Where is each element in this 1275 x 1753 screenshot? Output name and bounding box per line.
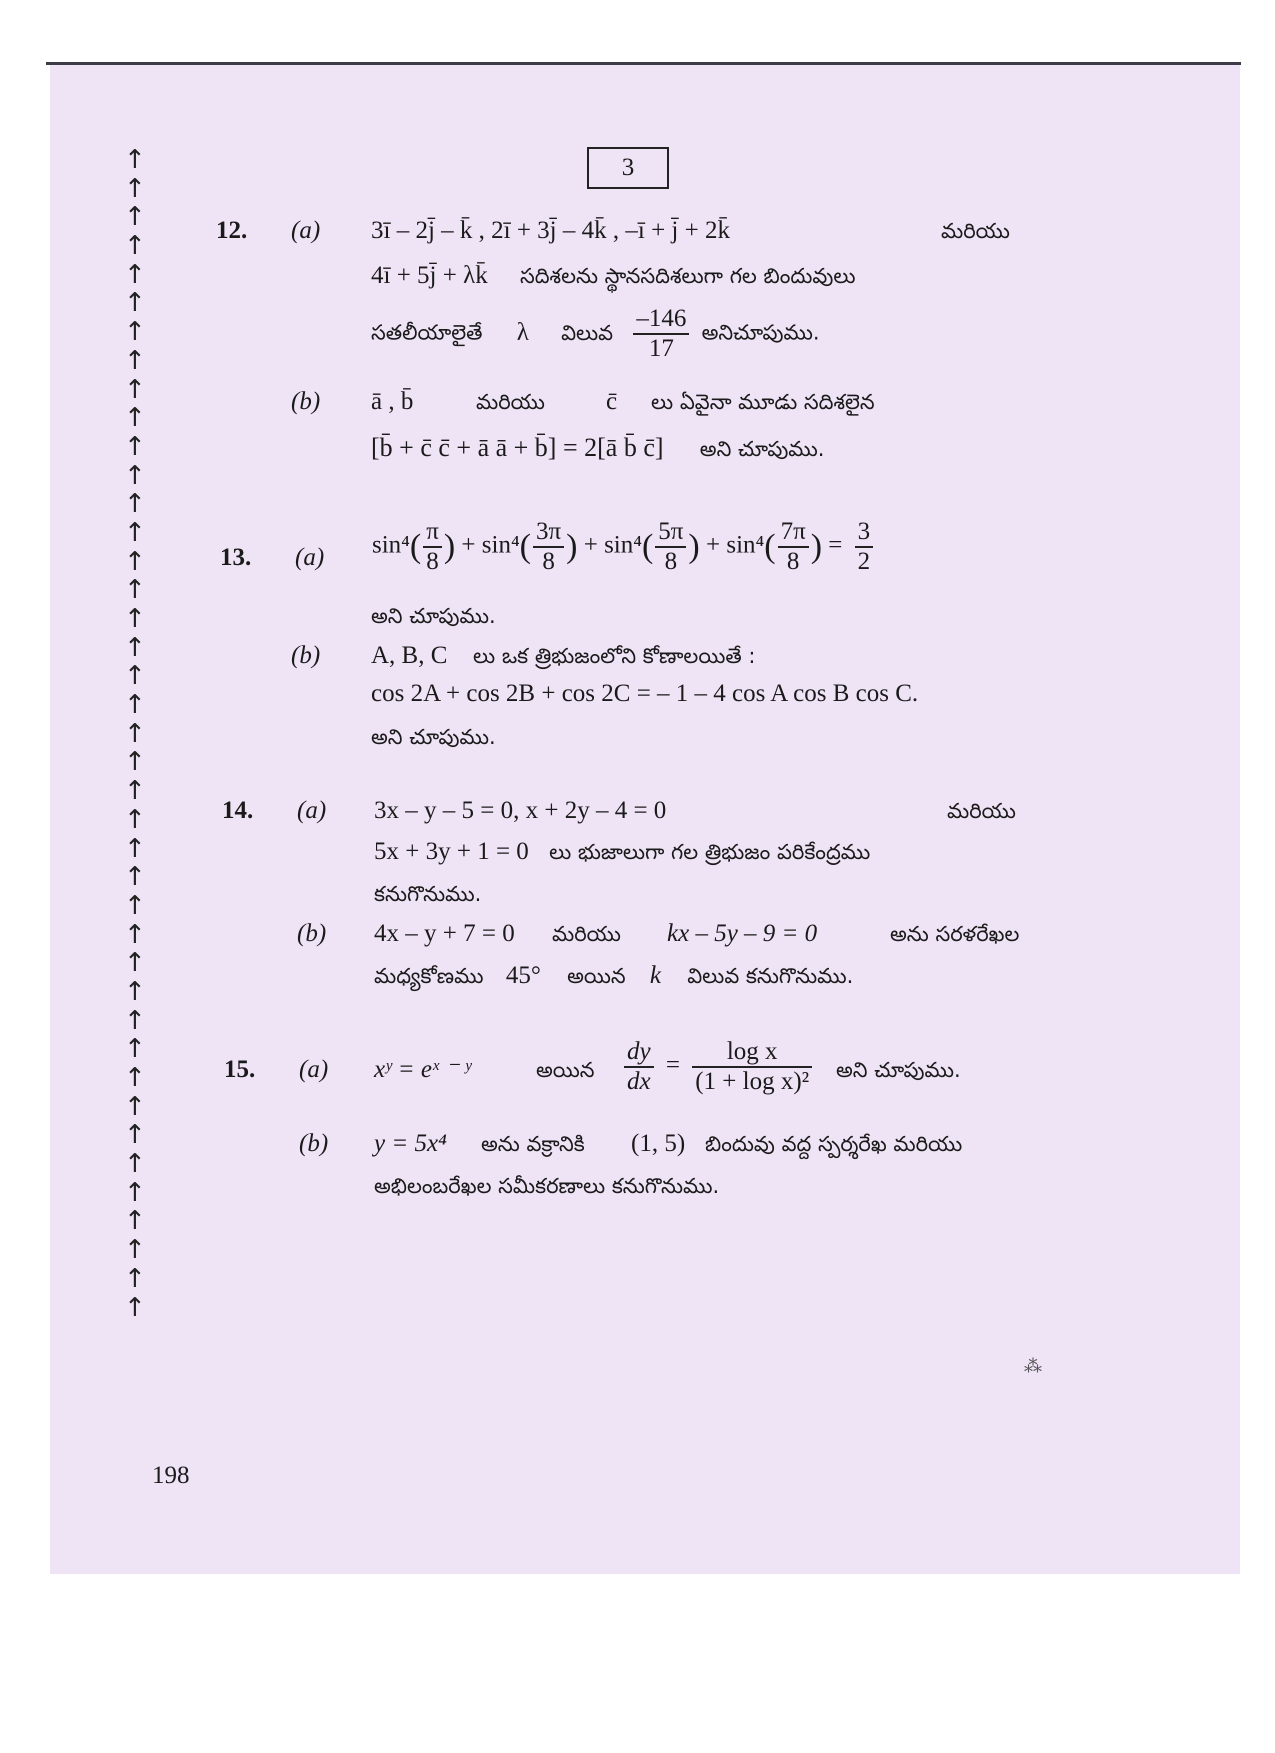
fraction <box>778 518 809 576</box>
numerator: 3π <box>533 518 564 548</box>
margin-arrow: ↑ <box>124 661 146 692</box>
denominator: 17 <box>648 335 674 362</box>
margin-arrow: ↑ <box>124 862 146 893</box>
telugu-text: బిందువు వద్ద స్పర్శరేఖ మరియు <box>705 1132 963 1156</box>
telugu-text: మధ్యకోణము <box>374 964 484 988</box>
part-label: (b) <box>291 642 321 669</box>
q12-b-line1 <box>291 388 875 416</box>
denominator: (1 + log x)² <box>695 1068 810 1095</box>
margin-arrow: ↑ <box>124 1005 146 1036</box>
q15-b-line2 <box>374 1172 719 1204</box>
question-number: 12. <box>216 217 248 244</box>
part-label: (a) <box>297 797 327 824</box>
telugu-text: లు ఒక త్రిభుజంలోని కోణాలయితే : <box>473 644 756 668</box>
q12-b-line2 <box>371 433 824 467</box>
question-number: 14. <box>222 797 254 824</box>
q14-b-line1 <box>297 920 1020 948</box>
fraction <box>624 1038 654 1096</box>
denominator: 8 <box>664 548 678 575</box>
telugu-text: అను వక్రానికి <box>481 1132 585 1156</box>
denominator: 8 <box>786 548 800 575</box>
determinant-equation: [b̄ + c̄ c̄ + ā ā + b̄] = 2[ā b̄ c̄] <box>371 433 664 462</box>
margin-arrows <box>124 146 154 1322</box>
denominator: 8 <box>426 548 439 575</box>
q14-line1 <box>222 797 1016 825</box>
q14-line3 <box>374 880 481 912</box>
q15-b-line1 <box>299 1130 963 1158</box>
denominator: 2 <box>857 548 871 575</box>
margin-arrow: ↑ <box>124 948 146 979</box>
q13-line2 <box>371 602 496 634</box>
telugu-text: మరియు <box>552 922 621 946</box>
trig-equation: sin⁴( $\frac{\pi}{8}$ ) + sin⁴( $\frac{3\pi}{8}$ ) + sin⁴( $\frac{5\pi}{8}$ ) + sin⁴( $\frac{7\pi}{8}$ ) = $\frac{3}{2}$ <box>372 518 879 576</box>
math-expression: 3x – y – 5 = 0, x + 2y – 4 = 0 <box>374 797 667 824</box>
part-label: (b) <box>291 388 321 415</box>
top-rule <box>46 62 1241 65</box>
q14-b-line2 <box>374 962 853 994</box>
question-number: 13. <box>220 544 252 571</box>
telugu-text: మరియు <box>947 799 1016 823</box>
margin-arrow: ↑ <box>124 317 146 348</box>
telugu-text: మరియు <box>476 390 545 414</box>
sin-term: sin⁴ <box>481 531 520 559</box>
math-expression: 5x + 3y + 1 = 0 <box>374 838 529 865</box>
denominator: 8 <box>542 548 555 575</box>
q14-line2 <box>374 838 870 870</box>
fraction <box>533 518 564 576</box>
margin-arrow: ↑ <box>124 431 146 462</box>
margin-arrow: ↑ <box>124 460 146 491</box>
telugu-text: అని చూపుము. <box>836 1058 961 1082</box>
math-expression: 4ī + 5j̄ + λk̄ <box>371 262 488 289</box>
telugu-text: అయిన <box>536 1058 595 1082</box>
telugu-text: విలువ కనుగొనుము. <box>687 964 854 988</box>
margin-arrow: ↑ <box>124 374 146 405</box>
math-expression: 4x – y + 7 = 0 <box>374 920 515 947</box>
margin-arrow: ↑ <box>124 1149 146 1180</box>
q13-b-line3 <box>371 723 496 755</box>
margin-arrow: ↑ <box>124 288 146 319</box>
margin-arrow: ↑ <box>124 1206 146 1237</box>
math-expression: c̄ <box>606 388 618 415</box>
numerator: π <box>423 518 442 548</box>
fraction <box>423 518 442 576</box>
telugu-text: అని చూపుము. <box>699 437 825 461</box>
angle-value: 45° <box>505 962 541 989</box>
q12-line1 <box>216 217 1010 245</box>
margin-arrow: ↑ <box>124 1263 146 1294</box>
telugu-text: విలువ <box>561 320 614 345</box>
telugu-text: అని చూపుము. <box>371 725 496 749</box>
telugu-text: అని చూపుము. <box>371 604 496 628</box>
margin-arrow: ↑ <box>124 403 146 434</box>
math-expression: kx – 5y – 9 = 0 <box>667 920 818 947</box>
q15-line1 <box>224 1038 961 1095</box>
margin-arrow: ↑ <box>124 259 146 290</box>
question-number: 15. <box>224 1056 256 1083</box>
numerator: 5π <box>655 518 686 548</box>
sin-term: sin⁴ <box>726 531 765 559</box>
margin-arrow: ↑ <box>124 517 146 548</box>
fraction <box>692 1038 812 1096</box>
margin-arrow: ↑ <box>124 345 146 376</box>
sin-term: sin⁴ <box>372 531 410 559</box>
math-expression: A, B, C <box>371 642 448 669</box>
margin-arrow: ↑ <box>124 173 146 204</box>
numerator: 3 <box>855 518 874 548</box>
telugu-text: లు భుజాలుగా గల త్రిభుజం పరికేంద్రము <box>549 840 871 864</box>
fraction <box>633 305 689 363</box>
math-expression: ā , b̄ <box>371 388 414 415</box>
telugu-text: అను సరళరేఖల <box>890 922 1020 946</box>
telugu-text: సతలీయాలైతే <box>371 320 483 345</box>
margin-arrow: ↑ <box>124 833 146 864</box>
part-label: (b) <box>299 1130 329 1157</box>
numerator: log x <box>692 1038 812 1068</box>
telugu-text: అయిన <box>567 964 626 988</box>
telugu-text: మరియు <box>941 219 1010 243</box>
margin-arrow: ↑ <box>124 776 146 807</box>
telugu-text: సదిశలను స్థానసదిశలుగా గల బిందువులు <box>519 264 856 288</box>
margin-arrow: ↑ <box>124 546 146 577</box>
margin-arrow: ↑ <box>124 632 146 663</box>
lambda-symbol: λ <box>516 318 529 346</box>
margin-arrow: ↑ <box>124 145 146 175</box>
fraction <box>655 518 686 576</box>
margin-arrow: ↑ <box>124 1034 146 1065</box>
page-number: 198 <box>152 1462 190 1489</box>
margin-arrow: ↑ <box>124 1292 146 1323</box>
numerator: dy <box>624 1038 654 1068</box>
math-expression: xʸ = eˣ ⁻ ʸ <box>374 1056 472 1083</box>
q13-b-line2 <box>371 680 918 708</box>
fraction <box>855 518 874 576</box>
derivative-equation: $\frac{dy}{dx}$ = $\frac{\text{log x}}{\text{(1 + log x)²}}$ <box>618 1038 818 1096</box>
part-label: (a) <box>291 217 321 244</box>
margin-arrow: ↑ <box>124 747 146 778</box>
sin-term: sin⁴ <box>604 531 642 559</box>
telugu-text: కనుగొనుము. <box>374 882 482 906</box>
point-coordinates: (1, 5) <box>631 1130 686 1157</box>
part-label: (b) <box>297 920 327 947</box>
margin-arrow: ↑ <box>124 575 146 606</box>
telugu-text: అభిలంబరేఖల సమీకరణాలు కనుగొనుము. <box>374 1174 720 1198</box>
part-label: (a) <box>295 544 325 571</box>
identity-equation: cos 2A + cos 2B + cos 2C = – 1 – 4 cos A cos B cos C. <box>371 680 919 707</box>
margin-arrow: ↑ <box>124 718 146 749</box>
margin-arrow: ↑ <box>124 1091 146 1122</box>
margin-arrow: ↑ <box>124 919 146 950</box>
margin-arrow: ↑ <box>124 690 146 721</box>
q12-line2 <box>371 262 856 294</box>
margin-arrow: ↑ <box>124 890 146 921</box>
part-label: (a) <box>299 1056 329 1083</box>
variable-k: k <box>649 962 661 989</box>
margin-arrow: ↑ <box>124 202 146 233</box>
margin-arrow: ↑ <box>124 1235 146 1266</box>
margin-arrow: ↑ <box>124 231 146 262</box>
margin-arrow: ↑ <box>124 976 146 1007</box>
margin-arrow: ↑ <box>124 1120 146 1151</box>
math-expression: y = 5x⁴ <box>374 1130 447 1157</box>
numerator: –146 <box>633 305 689 335</box>
telugu-text: లు ఏవైనా మూడు సదిశలైన <box>651 390 875 414</box>
numerator: 7π <box>778 518 809 548</box>
margin-arrow: ↑ <box>124 804 146 835</box>
q12-line3 <box>371 305 820 363</box>
margin-arrow: ↑ <box>124 1063 146 1093</box>
scan-speck: ⁂ <box>1024 1356 1042 1377</box>
vector-list: 3ī – 2j̄ – k̄ , 2ī + 3j̄ – 4k̄ , –ī + j̄ + 2k̄ <box>371 217 730 244</box>
margin-arrow: ↑ <box>124 1177 146 1208</box>
margin-arrow: ↑ <box>124 604 146 634</box>
telugu-text: అనిచూపుము. <box>701 320 820 345</box>
q13-b-line1 <box>291 642 756 670</box>
page-header-box: 3 <box>587 147 669 189</box>
denominator: dx <box>627 1068 651 1095</box>
margin-arrow: ↑ <box>124 489 146 520</box>
